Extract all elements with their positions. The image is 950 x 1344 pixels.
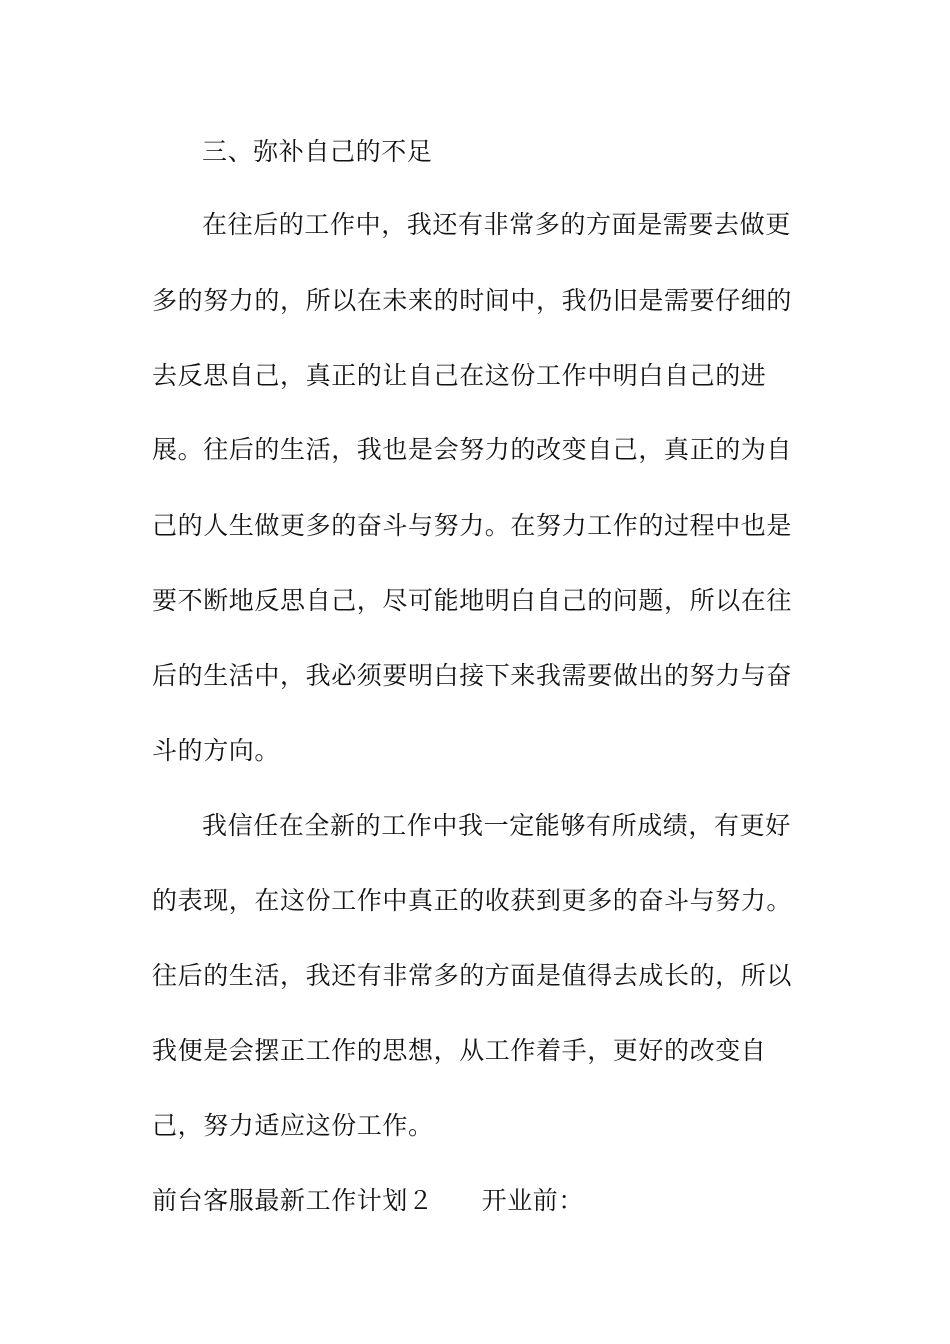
paragraph-line: 多的努力的，所以在未来的时间中，我仍旧是需要仔细的 <box>152 286 793 315</box>
plan-subtitle: 开业前： <box>481 1186 585 1215</box>
paragraph-line: 我便是会摆正工作的思想，从工作着手，更好的改变自 <box>152 1036 767 1065</box>
paragraph-line: 往后的生活，我还有非常多的方面是值得去成长的，所以 <box>152 961 793 990</box>
paragraph-line: 展。往后的生活，我也是会努力的改变自己，真正的为自 <box>152 435 793 464</box>
paragraph-line: 要不断地反思自己，尽可能地明白自己的问题，所以在往 <box>152 586 793 615</box>
plan-title: 前台客服最新工作计划２ <box>152 1186 434 1215</box>
section-heading: 三、弥补自己的不足 <box>202 137 433 166</box>
paragraph-line: 后的生活中，我必须要明白接下来我需要做出的努力与奋 <box>152 661 793 690</box>
paragraph-line: 在往后的工作中，我还有非常多的方面是需要去做更 <box>202 210 791 239</box>
paragraph-line: 斗的方向。 <box>152 736 281 765</box>
paragraph-line: 的表现，在这份工作中真正的收获到更多的奋斗与努力。 <box>152 886 793 915</box>
paragraph-line: 己的人生做更多的奋斗与努力。在努力工作的过程中也是 <box>152 511 793 540</box>
footer-line <box>152 1181 792 1221</box>
paragraph-line: 去反思自己，真正的让自己在这份工作中明白自己的进 <box>152 361 767 390</box>
paragraph-line: 我信任在全新的工作中我一定能够有所成绩，有更好 <box>202 811 791 840</box>
paragraph-line: 己，努力适应这份工作。 <box>152 1111 434 1140</box>
